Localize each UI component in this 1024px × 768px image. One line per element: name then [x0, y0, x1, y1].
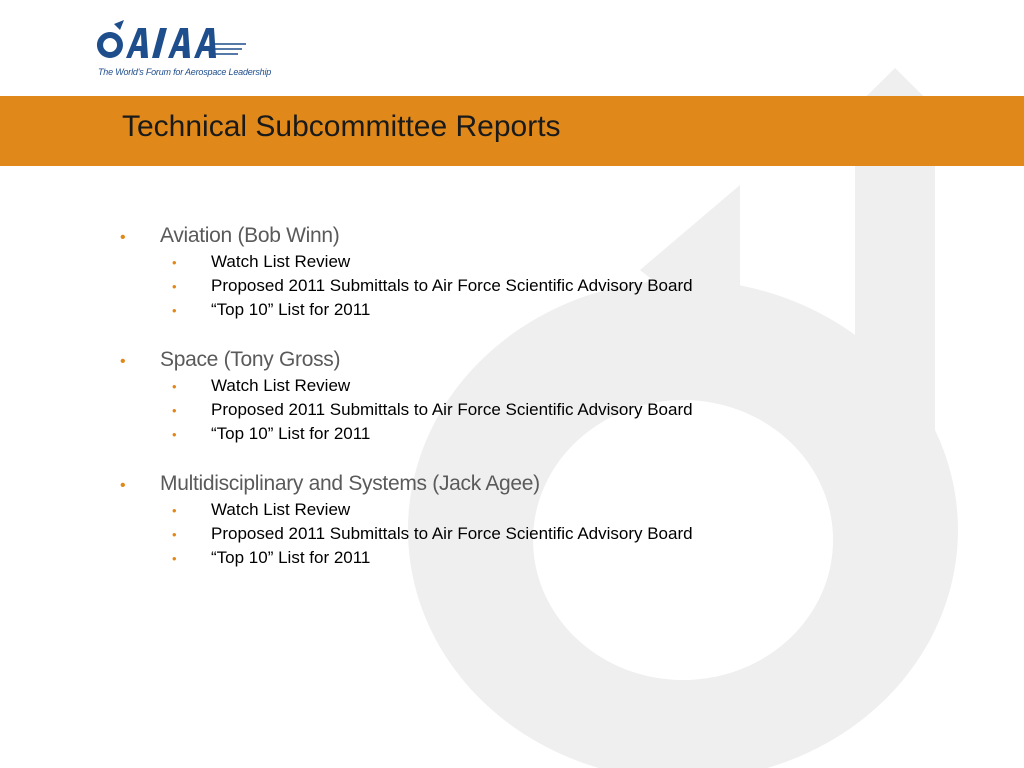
list-item: Proposed 2011 Submittals to Air Force Scientific Advisory Board	[211, 524, 693, 543]
bullet-icon: •	[120, 353, 126, 370]
bullet-icon: •	[172, 255, 177, 270]
section-space	[120, 348, 980, 448]
bullet-icon: •	[120, 229, 126, 246]
slide-title: Technical Subcommittee Reports	[122, 110, 561, 143]
bullet-icon: •	[172, 279, 177, 294]
bullet-icon: •	[120, 477, 126, 494]
section-heading: Space (Tony Gross)	[160, 348, 341, 371]
bullet-level2	[120, 500, 980, 524]
bullet-icon: •	[172, 303, 177, 318]
section-aviation	[120, 224, 980, 324]
bullet-level2	[120, 376, 980, 400]
bullet-level2	[120, 400, 980, 424]
bullet-icon: •	[172, 503, 177, 518]
bullet-icon: •	[172, 403, 177, 418]
list-item: Proposed 2011 Submittals to Air Force Scientific Advisory Board	[211, 276, 693, 295]
bullet-level2	[120, 424, 980, 448]
section-heading: Aviation (Bob Winn)	[160, 224, 340, 247]
list-item: Watch List Review	[211, 376, 351, 395]
bullet-level2	[120, 524, 980, 548]
bullet-level1	[120, 224, 980, 252]
bullet-level2	[120, 548, 980, 572]
bullet-list	[120, 224, 980, 596]
bullet-level2	[120, 252, 980, 276]
list-item: Watch List Review	[211, 500, 351, 519]
bullet-level1	[120, 472, 980, 500]
list-item: Proposed 2011 Submittals to Air Force Scientific Advisory Board	[211, 400, 693, 419]
bullet-level1	[120, 348, 980, 376]
bullet-level2	[120, 276, 980, 300]
bullet-icon: •	[172, 551, 177, 566]
bullet-icon: •	[172, 427, 177, 442]
list-item: “Top 10” List for 2011	[211, 548, 371, 567]
bullet-icon: •	[172, 527, 177, 542]
section-multidisciplinary	[120, 472, 980, 572]
logo-tagline: The World's Forum for Aerospace Leadership	[98, 67, 272, 77]
bullet-icon: •	[172, 379, 177, 394]
list-item: “Top 10” List for 2011	[211, 300, 371, 319]
list-item: Watch List Review	[211, 252, 351, 271]
bullet-level2	[120, 300, 980, 324]
section-heading: Multidisciplinary and Systems (Jack Agee)	[160, 472, 540, 495]
aiaa-logo-mark-icon	[96, 18, 256, 68]
list-item: “Top 10” List for 2011	[211, 424, 371, 443]
